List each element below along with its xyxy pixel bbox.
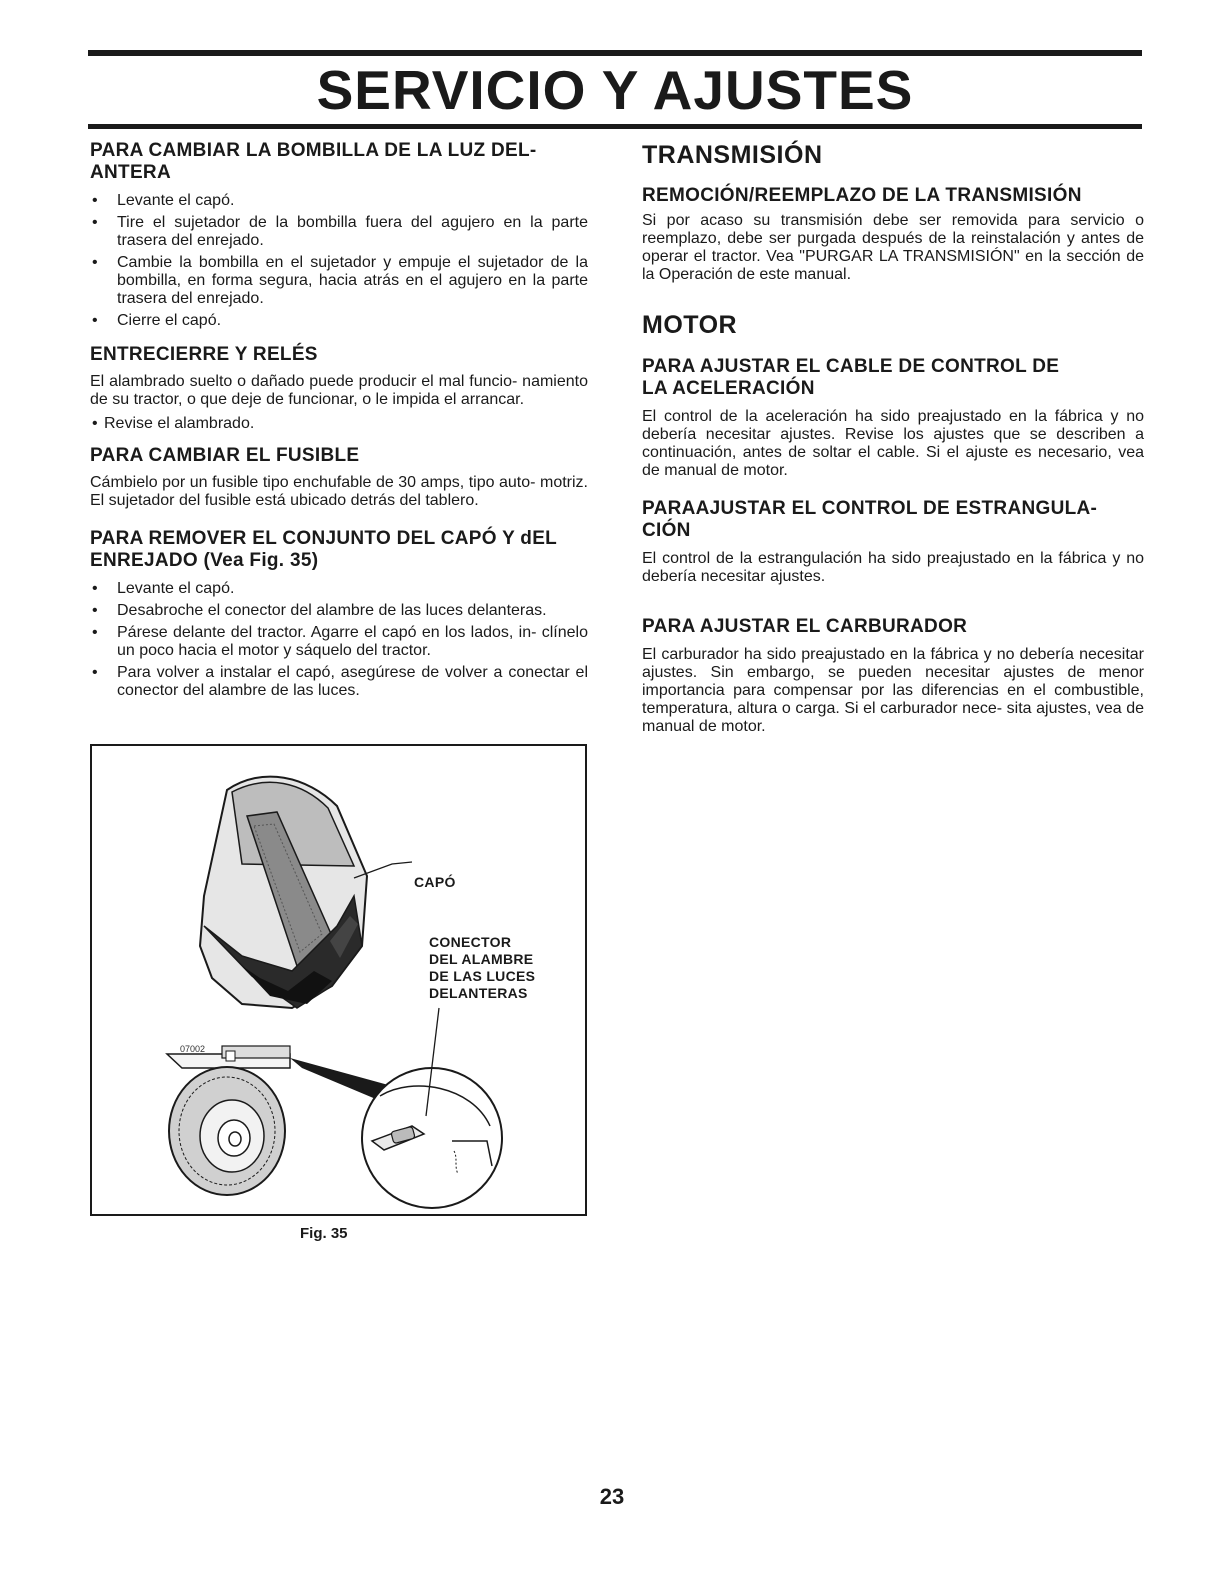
part-number: 07002 (180, 1044, 206, 1054)
right-column (642, 140, 1144, 736)
connector-label-line-4: DELANTERAS (429, 985, 528, 1001)
figure-caption: Fig. 35 (300, 1225, 348, 1242)
transmission-removal-heading: REMOCIÓN/REEMPLAZO DE LA TRANSMISIÓN (642, 185, 1082, 206)
choke-control-heading: PARAAJUSTAR EL CONTROL DE ESTRANGULA- CIÓN (642, 498, 1098, 541)
connector-label-line-1: CONECTOR (429, 934, 512, 950)
choke-control-text: El control de la estrangulación ha sido preajustado en la fábrica y no debería necesitar ajustes. (642, 550, 1144, 585)
throttle-cable-text: El control de la aceleración ha sido preajustado en la fábrica y no debería necesitar ajustes. Revise los ajustes que se describen a continuación, antes de soltar el cable. Si el ajuste es necesario, vea de manual de motor. (642, 408, 1144, 479)
page-title: SERVICIO Y AJUSTES (316, 59, 914, 121)
interlocks-heading: ENTRECIERRE Y RELÉS (90, 344, 318, 365)
motor-section-title: MOTOR (642, 311, 738, 339)
hood-label: CAPÓ (414, 874, 456, 890)
list-item: • Tire el sujetador de la bombilla fuera del agujero en la parte trasera del enrejado. (90, 214, 588, 250)
interlocks-steps (90, 415, 588, 433)
list-item: • Párese delante del tractor. Agarre el capó en los lados, in- clínelo un poco hacia el motor y sáquelo del tractor. (90, 624, 588, 660)
throttle-cable-heading: PARA AJUSTAR EL CABLE DE CONTROL DE LA ACELERACIÓN (642, 356, 1060, 399)
left-column (90, 140, 588, 704)
fuse-text: Cámbielo por un fusible tipo enchufable de 30 amps, tipo auto- motriz. El sujetador del fusible está ubicado detrás del tablero. (90, 474, 588, 509)
list-item: • Revise el alambrado. (90, 415, 588, 433)
interlocks-text: El alambrado suelto o dañado puede producir el mal funcio- namiento de su tractor, o que deje de funcionar, o le impida el arrancar. (90, 373, 588, 408)
header-rule-top (88, 50, 1142, 56)
figure-35 (90, 744, 587, 1216)
connector-label-line-3: DE LAS LUCES (429, 968, 536, 984)
list-item: • Para volver a instalar el capó, asegúrese de volver a conectar el conector del alambre de las luces. (90, 664, 588, 700)
list-item: • Cierre el capó. (90, 312, 588, 330)
transmission-section-title: TRANSMISIÓN (642, 141, 823, 169)
transmission-removal-text: Si por acaso su transmisión debe ser removida para servicio o reemplazo, debe ser purgada después de la reinstalación y antes de operar el tractor. Vea "PURGAR LA TRANSMISIÓN" en la sección de la Operación de este manual. (642, 212, 1144, 283)
carburetor-heading: PARA AJUSTAR EL CARBURADOR (642, 616, 968, 637)
header-rule-bottom (88, 124, 1142, 129)
headlight-bulb-heading: PARA CAMBIAR LA BOMBILLA DE LA LUZ DEL- ANTERA (90, 140, 537, 183)
connector-label (429, 934, 535, 1002)
hood-removal-heading: PARA REMOVER EL CONJUNTO DEL CAPÓ Y dEL ENREJADO (Vea Fig. 35) (90, 528, 557, 571)
list-item: • Levante el capó. (90, 580, 588, 598)
list-item: • Cambie la bombilla en el sujetador y empuje el sujetador de la bombilla, en forma segura, hacia atrás en el agujero en la parte trasera del enrejado. (90, 254, 588, 308)
fuse-heading: PARA CAMBIAR EL FUSIBLE (90, 445, 360, 466)
carburetor-text: El carburador ha sido preajustado en la fábrica y no debería necesitar ajustes. Sin embargo, se pueden necesitar ajustes de menor importancia para compensar por las diferencias en el combustible, temperatura, altura o carga. Si el carburador nece- sita ajustes, vea de manual de motor. (642, 646, 1144, 735)
headlight-bulb-steps (90, 192, 588, 330)
page-number: 23 (599, 1484, 625, 1509)
list-item: • Desabroche el conector del alambre de las luces delanteras. (90, 602, 588, 620)
list-item: • Levante el capó. (90, 192, 588, 210)
connector-label-line-2: DEL ALAMBRE (429, 951, 534, 967)
hood-removal-steps (90, 580, 588, 700)
